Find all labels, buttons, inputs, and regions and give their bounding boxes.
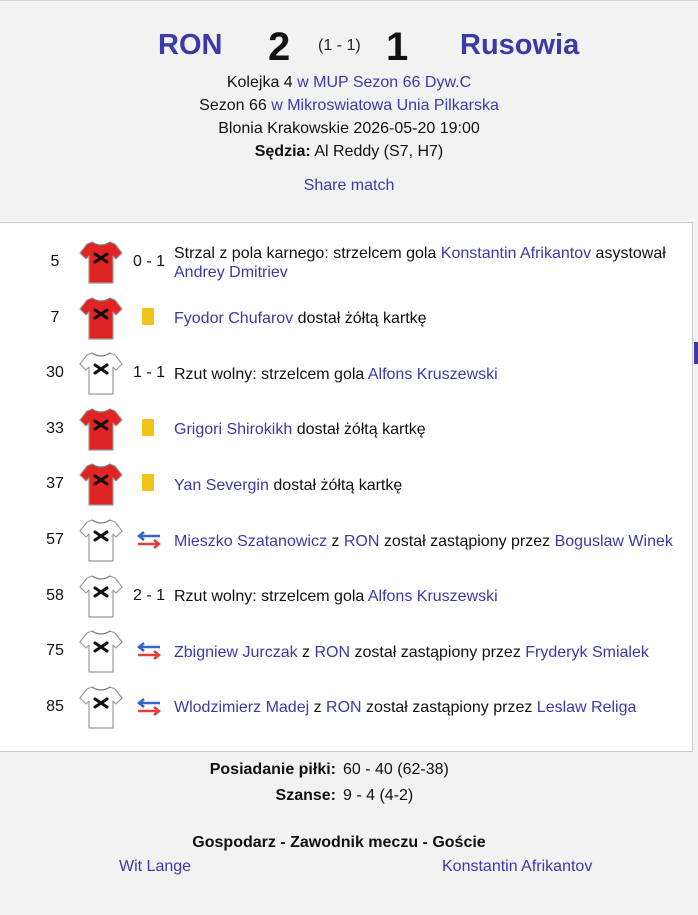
share-row	[0, 176, 698, 196]
possession-label: Posiadanie piłki:	[209, 761, 336, 778]
substitution-icon	[135, 696, 163, 718]
event-text	[174, 244, 674, 282]
halftime-score: (1 - 1)	[318, 37, 361, 54]
event-description	[174, 457, 674, 513]
substitution-icon	[135, 640, 163, 662]
event-minute: 30	[46, 364, 64, 382]
event-minute: 7	[50, 308, 60, 326]
event-text	[174, 420, 426, 439]
player-link[interactable]: Fyodor Chufarov	[174, 310, 294, 328]
event-row	[0, 569, 692, 625]
round-text: Kolejka 4	[226, 74, 298, 91]
event-text	[174, 532, 673, 551]
event-minute: 37	[46, 475, 64, 493]
white-shirt-icon	[78, 350, 124, 396]
player-link[interactable]: Konstantin Afrikantov	[440, 245, 592, 262]
event-score: 0 - 1	[132, 253, 165, 270]
player-link[interactable]: RON	[314, 643, 351, 661]
event-text-part: dostał żółtą kartkę	[293, 310, 427, 328]
player-link[interactable]: Mieszko Szatanowicz	[174, 532, 327, 550]
white-shirt-icon	[78, 684, 124, 730]
event-text-part: z	[326, 532, 344, 550]
event-row	[0, 346, 692, 402]
match-stats	[0, 752, 698, 915]
event-row	[0, 235, 692, 291]
player-link[interactable]: Yan Severgin	[174, 476, 269, 494]
event-minute: 5	[50, 253, 60, 270]
event-text-part: z	[309, 699, 327, 717]
event-row	[0, 291, 692, 347]
chances-value: 9 - 4 (4-2)	[343, 787, 414, 804]
event-text	[174, 309, 427, 328]
chances-label: Szanse:	[275, 787, 336, 804]
player-link[interactable]: Alfons Kruszewski	[367, 365, 498, 383]
event-description	[174, 624, 674, 680]
referee-label: Sędzia:	[254, 143, 311, 160]
home-team-link[interactable]: RON	[158, 29, 223, 61]
event-text-part: z	[297, 643, 315, 661]
player-link[interactable]: Leslaw Religa	[536, 699, 637, 717]
event-text-part: dostał żółtą kartkę	[292, 421, 426, 439]
event-text-part: Rzut wolny: strzelcem gola	[174, 588, 368, 606]
event-text-part: został zastąpiony przez	[350, 643, 526, 661]
event-description	[174, 569, 674, 625]
event-description	[174, 291, 674, 347]
player-link[interactable]: RON	[343, 532, 380, 550]
player-link[interactable]: Wlodzimierz Madej	[174, 699, 310, 717]
match-header	[0, 0, 698, 222]
event-text-part: został zastąpiony przez	[361, 699, 537, 717]
red-shirt-icon	[78, 406, 124, 452]
event-text	[174, 643, 649, 662]
yellow-card-icon	[142, 419, 154, 436]
event-description	[174, 346, 674, 402]
event-text-part: Rzut wolny: strzelcem gola	[174, 365, 368, 383]
player-link[interactable]: RON	[326, 699, 362, 717]
round-link[interactable]: w MUP Sezon 66 Dyw.C	[297, 74, 472, 91]
event-text-part: asystował	[591, 245, 666, 262]
event-row	[0, 513, 692, 569]
event-text-part: został zastąpiony przez	[379, 532, 555, 550]
yellow-card-icon	[142, 474, 154, 491]
scroll-marker	[694, 342, 698, 364]
referee-info	[0, 142, 698, 162]
event-row	[0, 402, 692, 458]
event-description	[174, 680, 674, 736]
away-team-link[interactable]: Rusowia	[460, 29, 580, 61]
player-link[interactable]: Boguslaw Winek	[554, 532, 673, 550]
player-link[interactable]: Zbigniew Jurczak	[174, 643, 298, 661]
event-minute: 57	[46, 531, 64, 548]
red-shirt-icon	[78, 295, 124, 341]
red-shirt-icon	[78, 239, 124, 285]
red-shirt-icon	[78, 461, 124, 507]
event-minute: 58	[46, 586, 64, 604]
white-shirt-icon	[78, 517, 124, 563]
season-text: Sezon 66	[199, 97, 272, 114]
venue-info: Blonia Krakowskie 2026-05-20 19:00	[218, 120, 480, 137]
player-link[interactable]: Fryderyk Smialek	[525, 643, 649, 661]
match-events-list	[0, 222, 693, 752]
event-description	[174, 235, 674, 291]
home-goals: 2	[268, 25, 291, 69]
event-text-part: Strzal z pola karnego: strzelcem gola	[174, 245, 441, 262]
event-text	[174, 698, 636, 717]
season-info	[0, 96, 698, 116]
man-of-the-match-title: Gospodarz - Zawodnik meczu - Goście	[192, 834, 486, 851]
event-row	[0, 680, 692, 736]
round-info	[0, 73, 698, 93]
event-text	[174, 365, 498, 384]
event-score: 1 - 1	[132, 364, 165, 382]
event-minute: 33	[46, 419, 64, 437]
event-row	[0, 624, 692, 680]
yellow-card-icon	[142, 308, 154, 325]
event-text	[174, 476, 402, 495]
substitution-icon	[135, 529, 163, 551]
referee-value: Al Reddy (S7, H7)	[310, 143, 444, 160]
event-row	[0, 457, 692, 513]
event-description	[174, 513, 674, 569]
white-shirt-icon	[78, 628, 124, 674]
white-shirt-icon	[78, 573, 124, 619]
share-match-link[interactable]: Share match	[303, 177, 395, 194]
event-minute: 85	[46, 697, 64, 715]
motm-home-player-link[interactable]: Wit Lange	[119, 858, 192, 875]
season-link[interactable]: w Mikroswiatowa Unia Pilkarska	[271, 97, 499, 114]
event-description	[174, 402, 674, 458]
event-minute: 75	[46, 642, 64, 660]
player-link[interactable]: Alfons Kruszewski	[367, 588, 498, 606]
possession-value: 60 - 40 (62-38)	[343, 761, 449, 778]
event-text-part: dostał żółtą kartkę	[268, 476, 403, 494]
motm-away-player-link[interactable]: Konstantin Afrikantov	[442, 858, 593, 875]
away-goals: 1	[386, 25, 409, 69]
event-text	[174, 587, 498, 606]
player-link[interactable]: Grigori Shirokikh	[174, 421, 293, 439]
scoreline	[0, 23, 698, 71]
event-score: 2 - 1	[132, 586, 165, 604]
player-link[interactable]: Andrey Dmitriev	[174, 264, 288, 281]
